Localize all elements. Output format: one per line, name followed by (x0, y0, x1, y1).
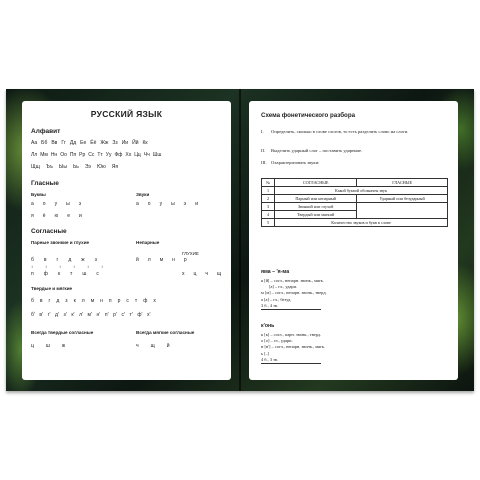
hard-consonant: л (81, 298, 85, 304)
hard-consonant: м (90, 298, 95, 304)
consonants-heading: Согласные (31, 228, 67, 235)
alphabet-letter: Юю (96, 164, 106, 170)
always-hard-row (31, 343, 65, 349)
unpaired-voiceless-consonant: щ (216, 271, 222, 277)
table-header-num: № (262, 179, 275, 187)
soft-consonant: в' (39, 312, 44, 318)
hard-consonant: с (126, 298, 129, 304)
soft-consonant: м' (87, 312, 92, 318)
page-title: РУССКИЙ ЯЗЫК (90, 109, 163, 119)
pair-arrow-icon: ↕ (59, 264, 61, 269)
example-2-word: к'онь (261, 323, 275, 329)
alphabet-heading: Алфавит (31, 128, 61, 135)
table-row: 5 Количество звуков и букв в слове (262, 219, 448, 227)
soft-consonant: н' (96, 312, 101, 318)
alphabet-letter: Рр (79, 152, 86, 158)
alphabet-letter: Ээ (84, 164, 91, 170)
vowel-sound: у (159, 201, 163, 207)
unpaired-voiced-row (136, 257, 187, 263)
vowel-letter: я (31, 213, 34, 219)
alphabet-letter: Жж (100, 140, 109, 146)
alphabet-letter: Мм (40, 152, 48, 158)
table-header-row (262, 179, 448, 187)
vowels-heading: Гласные (31, 180, 59, 187)
alphabet-letter: Ёё (90, 140, 97, 146)
always-soft-consonant: й (166, 343, 170, 349)
hard-consonant: к (73, 298, 76, 304)
vowel-sound: ы (171, 201, 175, 207)
hard-consonant: х (153, 298, 156, 304)
alphabet-letter: Шш (152, 152, 162, 158)
alphabet-letter: Уу (105, 152, 112, 158)
voiceless-consonant: ш (82, 271, 87, 277)
voiced-consonant: з (94, 257, 97, 263)
soft-consonant: г' (47, 312, 51, 318)
hard-soft-label: Твердые и мягкие (31, 286, 73, 291)
alphabet-row-2 (31, 152, 161, 158)
table-row: 1 Какой буквой обозначен звук (262, 187, 448, 195)
hard-consonant: п (108, 298, 112, 304)
pair-arrow-icon: ↕ (73, 264, 75, 269)
hard-consonant: н (100, 298, 103, 304)
paired-label: Парные звонкие и глухие (31, 240, 90, 245)
alphabet-letter: Фф (114, 152, 123, 158)
alphabet-letter: Йй (132, 140, 139, 146)
example-1-word: яма – 'я-ма (261, 269, 290, 275)
phonetic-table (261, 178, 448, 227)
voiceless-row (31, 271, 99, 277)
book-spine (239, 89, 241, 391)
unpaired-label: Непарные (136, 240, 160, 245)
voiced-consonant: ж (81, 257, 85, 263)
vowel-letter: ю (54, 213, 59, 219)
left-page (22, 101, 231, 380)
always-soft-consonant: щ (150, 343, 155, 349)
alphabet-letter: Зз (112, 140, 118, 146)
pair-arrow-icon: ↕ (87, 264, 89, 269)
voiced-consonant: г (56, 257, 59, 263)
unpaired-voiceless-consonant: ц (193, 271, 197, 277)
voiceless-consonant: ф (43, 271, 48, 277)
unpaired-voiced-consonant: н (172, 257, 175, 263)
soft-consonants-row (31, 312, 151, 318)
always-hard-consonant: ц (31, 343, 34, 349)
hard-consonant: г (48, 298, 51, 304)
vowel-letter: о (42, 201, 46, 207)
soft-consonant: к' (71, 312, 75, 318)
hard-consonant: ф (143, 298, 148, 304)
alphabet-letter: Пп (69, 152, 77, 158)
soft-consonant: с' (121, 312, 125, 318)
vowel-sound: о (147, 201, 151, 207)
soft-consonant: п' (104, 312, 109, 318)
alphabet-letter: Тт (97, 152, 103, 158)
hard-consonant: в (39, 298, 43, 304)
unpaired-voiced-consonant: й (136, 257, 139, 263)
unpaired-voiced-consonant: м (159, 257, 164, 263)
always-soft-label: Всегда мягкие согласные (136, 330, 195, 335)
vowel-sound: э (183, 201, 187, 207)
vowel-letter: ы (66, 201, 70, 207)
soft-consonant: б' (31, 312, 35, 318)
soft-consonant: х' (147, 312, 151, 318)
alphabet-letter: Ъъ (45, 164, 53, 170)
alphabet-letter: Дд (69, 140, 77, 146)
pair-arrow-icon: ↕ (101, 264, 103, 269)
vowel-sound: а (136, 201, 139, 207)
always-hard-label: Всегда твердые согласные (31, 330, 94, 335)
alphabet-letter: Ыы (58, 164, 67, 170)
alphabet-letter: Аа (31, 140, 38, 146)
scheme-title: Схема фонетического разбора (261, 112, 356, 119)
unpaired-voiceless-consonant: ч (205, 271, 208, 277)
alphabet-letter: Оо (60, 152, 67, 158)
vowel-letter: е (67, 213, 71, 219)
vowel-sound: и (195, 201, 199, 207)
step-1: I. Определить, сколько в слове слогов, то есть разделить слово на слоги. (261, 129, 409, 134)
vowel-letter: а (31, 201, 34, 207)
soft-consonant: д' (55, 312, 59, 318)
pair-arrow-icon: ↕ (45, 264, 47, 269)
vowel-sounds-row (136, 201, 198, 207)
table-row: 4 Твердый или мягкий (262, 211, 448, 219)
example-1-analysis: я [й] – согл., непарн. звонк., мягк. [а] – гл., удари. м [м] – согл., непарн. звонк., тверд. а [а] – гл., безуд. 3 б., 4 зв. (261, 278, 327, 310)
vowel-letter: у (54, 201, 58, 207)
alphabet-letter: Щщ (31, 164, 40, 170)
hard-consonant: р (117, 298, 121, 304)
vowel-letter: э (78, 201, 82, 207)
alphabet-letter: Кк (142, 140, 148, 146)
pair-arrows (31, 264, 103, 269)
alphabet-letter: Ее (80, 140, 87, 146)
example-2-analysis: к [к] – согл., парн. звонк., тверд. о [о] – гл., удари. н [н'] – согл., непарн. звонк., мягк. ь [–] 4 б., 3 зв. (261, 332, 325, 364)
soft-consonant: т' (129, 312, 133, 318)
alphabet-letter: Гг (61, 140, 66, 146)
unpaired-voiced-consonant: л (147, 257, 151, 263)
alphabet-letter: Лл (31, 152, 38, 158)
alphabet-letter: Яя (111, 164, 119, 170)
table-row: 3 Звонкий или глухой (262, 203, 448, 211)
voiced-consonant: в (43, 257, 47, 263)
alphabet-letter: Цц (134, 152, 141, 158)
hard-consonant: б (31, 298, 34, 304)
vowel-letters-row-1 (31, 201, 81, 207)
step-2: II. Выделить ударный слог – поставить ударение. (261, 148, 363, 153)
voiced-row (31, 257, 97, 263)
hard-consonants-row (31, 298, 156, 304)
voiceless-consonant: с (96, 271, 99, 277)
sounds-label: Звуки (136, 192, 150, 197)
alphabet-letter: Ьь (72, 164, 79, 170)
voiced-consonant: б (31, 257, 34, 263)
table-header-consonants: СОГЛАСНЫЕ (275, 179, 357, 187)
hard-consonant: д (56, 298, 60, 304)
always-soft-row (136, 343, 170, 349)
always-hard-consonant: ш (45, 343, 50, 349)
pair-arrow-icon: ↕ (31, 264, 33, 269)
voiceless-consonant: к (57, 271, 61, 277)
alphabet-letter: Ии (121, 140, 129, 146)
unpaired-voiced-consonant: р (183, 257, 187, 263)
always-soft-consonant: ч (136, 343, 139, 349)
alphabet-letter: Чч (143, 152, 150, 158)
vowel-letters-row-2 (31, 213, 82, 219)
alphabet-row-1 (31, 140, 148, 146)
soft-consonant: ф' (137, 312, 143, 318)
alphabet-letter: Бб (41, 140, 48, 146)
right-page (249, 101, 458, 380)
soft-consonant: л' (79, 312, 83, 318)
soft-consonant: з' (63, 312, 67, 318)
book-cover (6, 89, 474, 391)
hard-consonant: з (65, 298, 68, 304)
unpaired-voiceless-consonant: х (182, 271, 185, 277)
voiceless-consonant: т (70, 271, 73, 277)
always-hard-consonant: ж (61, 343, 66, 349)
alphabet-letter: Сс (88, 152, 95, 158)
table-header-vowels: ГЛАСНЫЕ (357, 179, 448, 187)
alphabet-letter: Вв (51, 140, 58, 146)
step-3: III. Охарактеризовать звуки: (261, 160, 320, 165)
unpaired-voiceless-label: ГЛУХИЕ (182, 251, 199, 256)
letters-label: Буквы (31, 192, 46, 197)
vowel-letter: ё (42, 213, 46, 219)
unpaired-voiceless-row (182, 271, 221, 277)
vowel-letter: и (79, 213, 82, 219)
alphabet-row-3 (31, 164, 118, 170)
voiced-consonant: д (68, 257, 72, 263)
voiceless-consonant: п (31, 271, 34, 277)
soft-consonant: р' (113, 312, 117, 318)
alphabet-letter: Хх (125, 152, 132, 158)
alphabet-letter: Нн (50, 152, 58, 158)
table-row: 2 Парный или непарный Ударный или безударный (262, 195, 448, 203)
hard-consonant: т (134, 298, 138, 304)
